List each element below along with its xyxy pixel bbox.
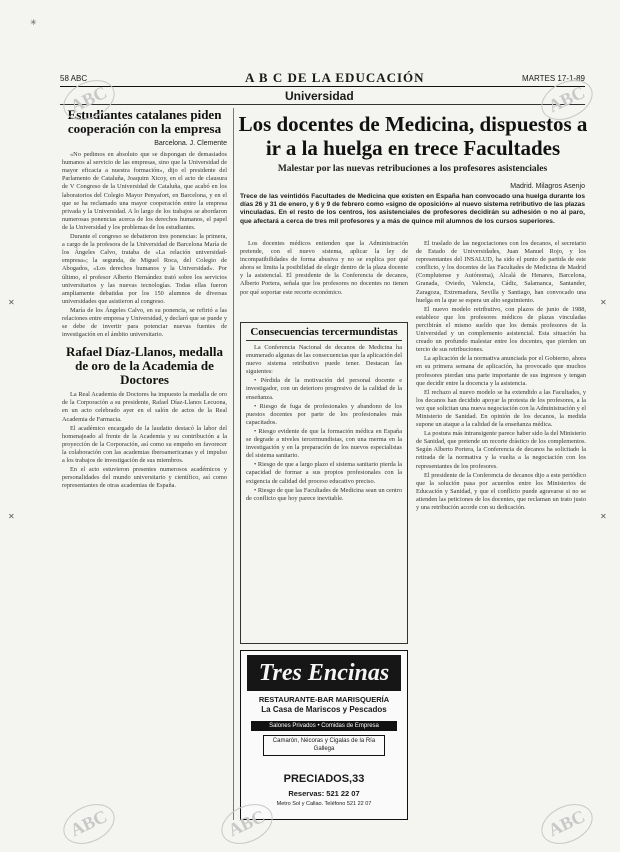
ad-tagline: RESTAURANTE-BAR MARISQUERÍA [258, 695, 390, 704]
article-paragraph: La aplicación de la normativa anunciada por el Gobierno, ahora en su primera semana de aplicación, ha provocado que muchos profesores pierdan una parte importante de sus ingresos y tengan que decidir entre la docencia y la asistencia. [416, 355, 586, 387]
header-rule [60, 86, 585, 87]
page-section-title: A B C DE LA EDUCACIÓN [245, 70, 425, 85]
ad-address: PRECIADOS,33 [283, 773, 365, 785]
box-paragraph: • Riesgo de que las Facultades de Medicina sean un centro de conflicto que hoy parece inevitable. [246, 486, 402, 502]
abc-watermark: ABC [215, 796, 279, 851]
page-number: 58 ABC [60, 74, 88, 83]
headline-diaz-llanos: Rafael Díaz-Llanos, medalla de oro de la Academia de Doctores [65, 344, 224, 388]
article-paragraph: El rechazo al nuevo modelo se ha extendido a las Facultades, y los decanos han decidido apoyar la protesta de los profesores, a la vez que solicitan una nueva negociación con la Administración y el Ministerio de Sanidad. En opinión de los decanos, la medida supone un ataque a la calidad de la enseñanza médica. [416, 388, 586, 429]
sidebar-box [240, 322, 408, 644]
right-column [416, 240, 586, 513]
byline-estudiantes: Barcelona. J. Clemente [154, 140, 227, 147]
headline-estudiantes: Estudiantes catalanes piden cooperación con la empresa [67, 107, 222, 136]
article-paragraph: La Real Academia de Doctores ha impuesto la medalla de oro de la Corporación a su presidente, Rafael Díaz-Llanos Lecuona, en un acto celebrado ayer en el salón de actos de la Real Academia de Farmacia. [62, 391, 227, 423]
ad-menu-box: Camarón, Nécoras y Cigalas de la Ría Gallega [263, 735, 385, 756]
article-paragraph: Durante el congreso se debatieron tres ponencias: la primera, a cargo de la profesora de la Universidad de Barcelona María de los Ángeles Calvo, trataba de «La relación universidad-empresa»; la segunda, de Miguel Roca, del Colegio de Abogados, «Los derechos humanos y la Universidad». Por último, el profesor Alberto Hernández trató sobre los servicios universitarios y las nuevas tecnologías. Todas ellas fueron ampliamente debatidas por los 150 alumnos de diversas universidades que asistieron al congreso. [62, 233, 227, 305]
scan-mark: ✕ [600, 512, 607, 521]
left-column [62, 108, 227, 491]
ad-footer: Metro Sol y Callao. Teléfono 521 22 07 [276, 801, 372, 807]
abc-watermark: ABC [57, 796, 121, 851]
box-paragraph: • Riesgo de fuga de profesionales y abandono de los puestos docentes por parte de los profesionales más capacitados. [246, 402, 402, 426]
page-header [60, 72, 585, 86]
ad-services-bar: Salones Privados • Comidas de Empresa [251, 721, 397, 731]
abc-watermark: ABC [535, 796, 599, 851]
box-paragraph: La Conferencia Nacional de decanos de Medicina ha enumerado algunas de las consecuencias que la aplicación del nuevo sistema retributivo puede tener. Destacan las siguientes: [246, 344, 402, 376]
article-paragraph: Los docentes médicos entienden que la Administración pretende, con el nuevo sistema, aplicar la ley de incompatibilidades de forma abusiva y no se explica por qué ahora se limita la posibilidad de elegir dentro de la plaza docente y la asistencial. El presidente de la Conferencia de decanos, Alberto Portera, señala que los profesores no docentes no tienen por qué soportar este recorte económico. [240, 240, 408, 296]
article-paragraph: «No pedimos en absoluto que se dispongan de demasiados humanos al servicio de las empresas, sino que la Universidad de mayor eficacia a nuestra formación», dijo el presidente del Parlamento de Cataluña, Joaquim Xicoy, en el acto de clausura de V Congreso de la Universidad de Cataluña, que acabó en los laboratorios del Colegio Mayor Penyafort, en Barcelona, y en el que se ha reclamado una mayor cooperación entre la empresa privada y la Universidad. A lo largo de los trabajos se abordaron numerosas ponencias acerca de los derechos humanos, el papel de la Universidad y los problemas de los estudiantes. [62, 151, 227, 231]
restaurant-advertisement [240, 650, 408, 820]
box-paragraph: • Riesgo evidente de que la formación médica en España se degrade a niveles tercermundistas, con una merma en la investigación y en la preparación de los nuevos especialistas del sistema sanitario. [246, 427, 402, 460]
main-lead: Trece de las veintidós Facultades de Medicina que existen en España han convocado una huelga durante los días 26 y 31 de enero, y 6 y 9 de febrero como «signo de oposición» al nuevo sistema retributivo de las plazas vinculadas. En el resto de los centros, los asistenciales de profesores decidirán su adhesión o no al paro, que afectará a cerca de tres mil profesores y a más de quince mil alumnos de los cursos superiores. [240, 193, 585, 225]
scan-mark: ✕ [8, 298, 15, 307]
article-paragraph: La postura más intransigente parece haber sido la del Ministerio de Sanidad, que pretende un recorte drástico de los complementos. Según Alberto Portera, la Conferencia de decanos ha solicitado la retirada de la normativa y la vuelta a la negociación con los representantes de los profesores. [416, 430, 586, 470]
box-paragraph: • Pérdida de la motivación del personal docente e investigador, con un deterioro progresivo de la calidad de la enseñanza. [246, 377, 402, 401]
article-paragraph: María de los Ángeles Calvo, en su ponencia, se refirió a las relaciones entre empresa y Universidad, y declaró que se puede y se debe de invertir para potenciar nuevas fuentes de investigación en el ámbito universitario. [62, 306, 227, 339]
scan-mark: ✳ [30, 18, 37, 27]
main-headline: Los docentes de Medicina, dispuestos a ir a la huelga en trece Facultades [238, 112, 588, 160]
main-subheadline: Malestar por las nuevas retribuciones a los profesores asistenciales [277, 164, 548, 174]
article-paragraph: El presidente de la Conferencia de decanos dijo a este periódico que la solución pasa por acuerdos entre los Ministerios de Educación y Sanidad, y que el conflicto puede agravarse si no se atienden las peticiones de los docentes, que reclaman un trato justo y una retribución acorde con su dedicación. [416, 471, 586, 511]
article-paragraph: El traslado de las negociaciones con los decanos, el secretario de Estado de Universidades, Juan Manuel Rojo, y los representantes del INSALUD, ha sido el punto de partida de este conflicto, y los docentes de las Facultades de Medicina de Madrid (Complutense y Autónoma), Alcalá de Henares, Barcelona, Granada, Oviedo, Valencia, Cádiz, Salamanca, Santander, Zaragoza, Extremadura, Sevilla y Santiago, han convocado una huelga en la que se espera un alto seguimiento. [416, 240, 586, 304]
section-label: Universidad [285, 89, 354, 103]
box-paragraph: • Riesgo de que a largo plazo el sistema sanitario pierda la capacidad de formar a sus propios profesionales con la exigencia de calidad del proceso educativo preciso. [246, 461, 402, 485]
abc-watermark: ABC [535, 72, 599, 127]
abc-watermark: ABC [57, 72, 121, 127]
sidebar-box-body [246, 344, 402, 503]
main-byline: Madrid. Milagros Asenjo [510, 183, 585, 190]
ad-slogan: La Casa de Mariscos y Pescados [261, 705, 387, 714]
section-rule [60, 104, 585, 105]
column-divider [233, 108, 234, 820]
page-date: MARTES 17-1-89 [522, 74, 585, 83]
article-paragraph: El académico encargado de la laudatio destacó la labor del homenajeado al frente de la Academia y su contribución a la proyección de la Corporación, así como su empeño en favorecer la colaboración con las academias iberoamericanas y el impulso a los trabajos de investigación de sus miembros. [62, 424, 227, 464]
scan-mark: ✕ [600, 298, 607, 307]
middle-column [240, 240, 408, 298]
ad-phone: Reservas: 521 22 07 [288, 789, 360, 798]
article-paragraph: El nuevo modelo retributivo, con plazos de junio de 1988, establece que los profesores médicos de plazas vinculadas percibirán el mismo sueldo que los demás profesores de la Universidad y un complemento asistencial. Esta situación ha creado un profundo malestar entre los docentes, que pierden un tercio de sus retribuciones. [416, 305, 586, 354]
sidebar-box-title: Consecuencias tercermundistas [246, 326, 402, 341]
scan-mark: ✕ [8, 512, 15, 521]
ad-logo: Tres Encinas [247, 655, 401, 691]
article-paragraph: En el acto estuvieron presentes numerosos académicos y personalidades del mundo universitario y científico, así como representantes de otras academias de España. [62, 466, 227, 490]
